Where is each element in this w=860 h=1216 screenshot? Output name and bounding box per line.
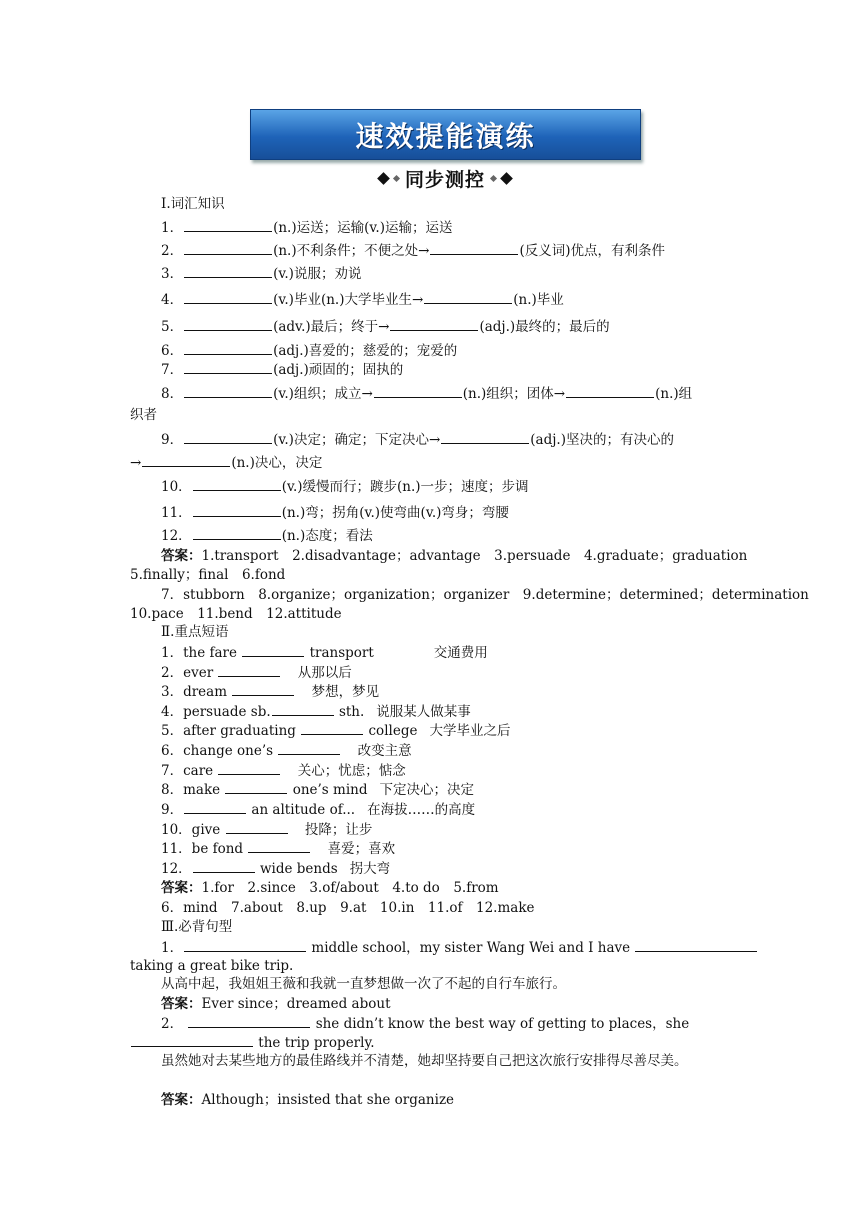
- sentence-wrap: [130, 1033, 375, 1052]
- phrase-item: [161, 643, 488, 662]
- answer-blank[interactable]: [184, 218, 272, 232]
- phrase-meaning: 在海拔……的高度: [367, 802, 476, 818]
- item-number: 2．: [161, 243, 184, 259]
- phrase-text: 8．make: [161, 782, 221, 798]
- item-text: (adj.)最终的；最后的: [479, 319, 610, 335]
- phrase-meaning: 说服某人做某事: [376, 704, 471, 720]
- answer-blank[interactable]: [441, 430, 529, 444]
- answer-blank[interactable]: [430, 241, 518, 255]
- small-diamond-icon: [490, 174, 497, 181]
- answer-blank[interactable]: [566, 384, 654, 398]
- sentence-translation: 虽然她对去某些地方的最佳路线并不清楚，她却坚持要自己把这次旅行安排得尽善尽美。: [161, 1053, 688, 1069]
- answer-line: [161, 995, 391, 1013]
- page-title: 速效提能演练: [355, 119, 536, 153]
- item-number: 6．: [161, 343, 184, 359]
- answer-blank[interactable]: [184, 360, 272, 374]
- answer-blank[interactable]: [225, 780, 287, 794]
- phrase-meaning: 交通费用: [433, 645, 488, 661]
- vocab-item: [161, 317, 610, 336]
- vocab-item: [161, 241, 665, 260]
- answer-line: 10.pace 11.bend 12.attitude: [130, 606, 342, 622]
- answer-blank[interactable]: [184, 264, 272, 278]
- vocab-item: [161, 384, 692, 403]
- item-number: 8．: [161, 386, 184, 402]
- phrase-text: 7．care: [161, 763, 214, 779]
- item-text: (n.)态度；看法: [281, 528, 373, 544]
- item-number: 5．: [161, 319, 184, 335]
- item-text: (n.)组织；团体→: [462, 386, 566, 402]
- phrase-text: 5．after graduating: [161, 723, 296, 739]
- vocab-item: [161, 477, 529, 496]
- answer-label: 答案：: [161, 996, 202, 1012]
- answer-line: [161, 879, 499, 897]
- phrase-item: [161, 702, 471, 721]
- item-text: (n.)不利条件；不便之处→: [273, 243, 430, 259]
- item-number: 9．: [161, 432, 184, 448]
- item-text: (v.)决定；确定；下定决心→: [273, 432, 441, 448]
- phrase-item: [161, 761, 406, 780]
- phrase-text: 10．give: [161, 822, 221, 838]
- item-text: (adj.)顽固的；固执的: [273, 362, 404, 378]
- phrase-item: [161, 682, 379, 701]
- item-text: (v.)缓慢而行；踱步(n.)一步；速度；步调: [281, 479, 529, 495]
- item-text: (n.)组: [655, 386, 693, 402]
- answer-blank[interactable]: [184, 290, 272, 304]
- phrase-meaning: 改变主意: [357, 743, 412, 759]
- phrase-item: [161, 721, 510, 740]
- answer-blank[interactable]: [184, 317, 272, 331]
- phrase-item: [161, 663, 352, 682]
- small-diamond-icon: [393, 174, 400, 181]
- phrase-meaning: 从那以后: [297, 665, 352, 681]
- answer-label: 答案：: [161, 1092, 202, 1108]
- item-text: (v.)组织；成立→: [273, 386, 373, 402]
- answer-line: 5.finally；final 6.fond: [130, 567, 286, 583]
- sentence-text: she didn’t know the best way of getting to places，she: [315, 1016, 690, 1032]
- answer-blank[interactable]: [184, 384, 272, 398]
- item-number: 11．: [161, 505, 192, 521]
- subtitle-bar: [352, 166, 538, 190]
- item-text: (adj.)坚决的；有决心的: [530, 432, 674, 448]
- phrase-meaning: 关心；忧虑；惦念: [297, 763, 406, 779]
- item-number: 2．: [161, 1016, 184, 1032]
- phrase-text: 2．ever: [161, 665, 214, 681]
- answer-text: 1.transport 2.disadvantage；advantage 3.persuade 4.graduate；graduation: [201, 548, 748, 564]
- phrase-text: an altitude of...: [251, 802, 356, 818]
- answer-blank[interactable]: [193, 477, 281, 491]
- vocab-item: [161, 218, 452, 237]
- item-text: (反义词)优点，有利条件: [519, 243, 665, 259]
- answer-blank[interactable]: [301, 721, 363, 735]
- title-banner: [250, 109, 641, 160]
- item-text: (n.)决心，决定: [231, 455, 323, 471]
- phrase-text: 4．persuade sb.: [161, 704, 271, 720]
- item-number: 1．: [161, 940, 184, 956]
- vocab-item: [161, 360, 403, 379]
- item-text: (n.)运送；运输(v.)运输；运送: [273, 220, 453, 236]
- phrase-text: 3．dream: [161, 684, 228, 700]
- sentence-text: the trip properly.: [258, 1035, 375, 1051]
- vocab-item: [161, 290, 564, 309]
- phrase-item: [161, 800, 475, 819]
- answer-blank[interactable]: [232, 682, 294, 696]
- phrase-meaning: 拐大弯: [349, 861, 391, 877]
- answer-blank[interactable]: [242, 643, 304, 657]
- item-number: 1．: [161, 220, 184, 236]
- phrase-meaning: 大学毕业之后: [429, 723, 511, 739]
- diamond-icon: [500, 172, 513, 185]
- answer-blank[interactable]: [188, 1014, 310, 1028]
- answer-blank[interactable]: [184, 938, 306, 952]
- phrase-item: [161, 741, 412, 760]
- vocab-item: [161, 264, 361, 283]
- sentence-item: [161, 938, 758, 957]
- answer-line: 7．stubborn 8.organize；organization；organizer 9.determine；determined；determination: [161, 587, 809, 603]
- item-text: (v.)毕业(n.)大学毕业生→: [273, 292, 424, 308]
- sentence-text: middle school，my sister Wang Wei and I have: [311, 940, 631, 956]
- answer-blank[interactable]: [635, 938, 757, 952]
- item-number: 4．: [161, 292, 184, 308]
- vocab-item: [161, 341, 457, 360]
- section-heading: Ⅲ.必背句型: [161, 919, 233, 935]
- answer-blank[interactable]: [374, 384, 462, 398]
- answer-blank[interactable]: [142, 453, 230, 467]
- item-text: (adj.)喜爱的；慈爱的；宠爱的: [273, 343, 458, 359]
- phrase-text: 6．change one’s: [161, 743, 274, 759]
- item-number: 7．: [161, 362, 184, 378]
- answer-blank[interactable]: [184, 800, 246, 814]
- section-heading: Ⅱ.重点短语: [161, 624, 229, 640]
- phrase-item: [161, 839, 395, 858]
- answer-blank[interactable]: [272, 702, 334, 716]
- answer-blank[interactable]: [193, 503, 281, 517]
- phrase-text: college: [368, 723, 418, 739]
- item-number: 10．: [161, 479, 192, 495]
- sentence-item: [161, 1014, 689, 1033]
- phrase-item: [161, 820, 372, 839]
- vocab-item: [161, 526, 373, 545]
- phrase-text: wide bends: [259, 861, 338, 877]
- answer-line: 6．mind 7.about 8.up 9.at 10.in 11.of 12.make: [161, 900, 535, 916]
- phrase-meaning: 投降；让步: [304, 822, 373, 838]
- answer-blank[interactable]: [184, 430, 272, 444]
- phrase-text: 11．be fond: [161, 841, 244, 857]
- phrase-meaning: 喜爱；喜欢: [327, 841, 396, 857]
- answer-blank[interactable]: [218, 663, 280, 677]
- answer-label: 答案：: [161, 880, 202, 896]
- item-number: 12．: [161, 528, 192, 544]
- sentence-translation: 从高中起，我姐姐王薇和我就一直梦想做一次了不起的自行车旅行。: [161, 976, 566, 992]
- phrase-text: one’s mind: [292, 782, 368, 798]
- vocab-item: [161, 503, 509, 522]
- phrase-text: sth.: [338, 704, 365, 720]
- phrase-text: transport: [309, 645, 374, 661]
- phrase-meaning: 下定决心；决定: [379, 782, 474, 798]
- answer-text: Ever since；dreamed about: [201, 996, 391, 1012]
- diamond-icon: [377, 172, 390, 185]
- vocab-item-wrap: 织者: [130, 407, 157, 423]
- answer-blank[interactable]: [218, 761, 280, 775]
- section-heading: Ⅰ.词汇知识: [161, 196, 225, 212]
- item-text: (n.)弯；拐角(v.)使弯曲(v.)弯身；弯腰: [281, 505, 509, 521]
- answer-blank[interactable]: [193, 859, 255, 873]
- phrase-text: 1．the fare: [161, 645, 237, 661]
- phrase-text: 12．: [161, 861, 192, 877]
- sentence-wrap: taking a great bike trip.: [130, 958, 294, 974]
- answer-label: 答案：: [161, 548, 202, 564]
- answer-blank[interactable]: [278, 741, 340, 755]
- answer-text: 1.for 2.since 3.of/about 4.to do 5.from: [201, 880, 499, 896]
- answer-line: [161, 1091, 454, 1109]
- item-text: (adv.)最后；终于→: [273, 319, 390, 335]
- phrase-meaning: 梦想，梦见: [311, 684, 380, 700]
- answer-text: Although；insisted that she organize: [201, 1092, 455, 1108]
- answer-line: [161, 547, 747, 565]
- phrase-text: 9．: [161, 802, 184, 818]
- item-number: 3．: [161, 266, 184, 282]
- answer-blank[interactable]: [184, 241, 272, 255]
- phrase-item: [161, 780, 474, 799]
- section-subtitle: 同步测控: [404, 168, 485, 191]
- item-text: (v.)说服；劝说: [273, 266, 362, 282]
- answer-blank[interactable]: [184, 341, 272, 355]
- answer-blank[interactable]: [193, 526, 281, 540]
- vocab-item-wrap: [130, 453, 322, 472]
- phrase-item: [161, 859, 390, 878]
- answer-blank[interactable]: [131, 1033, 253, 1047]
- vocab-item: [161, 430, 674, 449]
- answer-blank[interactable]: [226, 820, 288, 834]
- item-text: (n.)毕业: [513, 292, 564, 308]
- answer-blank[interactable]: [424, 290, 512, 304]
- arrow-text: →: [130, 455, 142, 471]
- answer-blank[interactable]: [390, 317, 478, 331]
- answer-blank[interactable]: [248, 839, 310, 853]
